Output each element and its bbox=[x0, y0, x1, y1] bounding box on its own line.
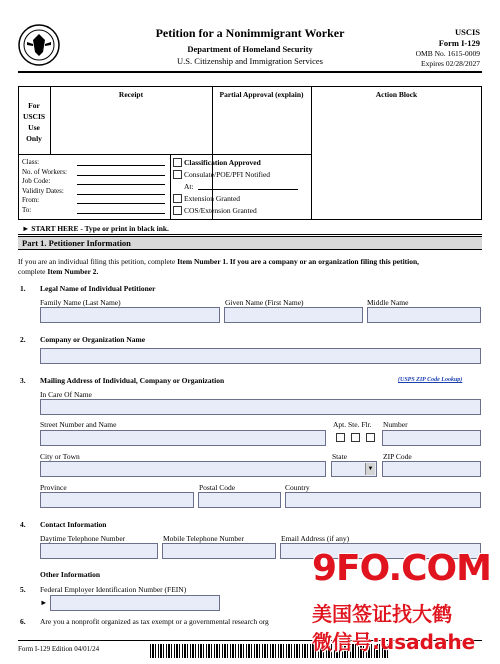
middle-name-field[interactable] bbox=[367, 307, 481, 323]
classification-approved-label: Classification Approved bbox=[184, 158, 261, 167]
street-field[interactable] bbox=[40, 430, 326, 446]
apt-ste-flr-label: Apt. Ste. Flr. bbox=[333, 420, 372, 429]
street-label: Street Number and Name bbox=[40, 420, 117, 429]
state-label: State bbox=[332, 452, 347, 461]
fein-label: Federal Employer Identification Number (FEIN) bbox=[40, 585, 187, 594]
mobile-phone-label: Mobile Telephone Number bbox=[163, 534, 244, 543]
daytime-phone-label: Daytime Telephone Number bbox=[40, 534, 126, 543]
postal-code-field[interactable] bbox=[198, 492, 281, 508]
daytime-phone-field[interactable] bbox=[40, 543, 158, 559]
province-field[interactable] bbox=[40, 492, 194, 508]
cos-extension-checkbox[interactable] bbox=[173, 206, 182, 215]
zip-field[interactable] bbox=[382, 461, 481, 477]
form-number: Form I-129 bbox=[438, 38, 480, 48]
department: Department of Homeland Security bbox=[187, 44, 313, 54]
item4-number: 4. bbox=[20, 520, 26, 529]
company-name-field[interactable] bbox=[40, 348, 481, 364]
uscis-fields: Class: No. of Workers: Job Code: Validity Dates: From: To: bbox=[22, 158, 67, 214]
given-name-field[interactable] bbox=[224, 307, 363, 323]
agency: U.S. Citizenship and Immigration Services bbox=[177, 56, 323, 66]
mobile-phone-field[interactable] bbox=[162, 543, 276, 559]
middle-name-label: Middle Name bbox=[367, 298, 409, 307]
footer-edition: Form I-129 Edition 04/01/24 bbox=[18, 645, 100, 653]
part1-intro: If you are an individual filing this petition, complete Item Number 1. If you are a company or an organization filing this petition, complete Item Number 2. bbox=[18, 257, 420, 276]
expires-date: Expires 02/28/2027 bbox=[421, 59, 480, 68]
item3-number: 3. bbox=[20, 376, 26, 385]
family-name-field[interactable] bbox=[40, 307, 220, 323]
extension-granted-checkbox[interactable] bbox=[173, 194, 182, 203]
city-label: City or Town bbox=[40, 452, 80, 461]
email-label: Email Address (if any) bbox=[281, 534, 350, 543]
for-uscis-use-only: For USCIS Use Only bbox=[22, 101, 46, 143]
city-field[interactable] bbox=[40, 461, 326, 477]
watermark-text-2: 微信号:usadahe bbox=[312, 630, 476, 654]
watermark-text-1: 美国签证找大鹤 bbox=[312, 602, 452, 626]
care-of-field[interactable] bbox=[40, 399, 481, 415]
item6-question: Are you a nonprofit organized as tax exempt or a governmental research org bbox=[40, 617, 269, 626]
part1-heading: Part 1. Petitioner Information bbox=[22, 238, 131, 248]
flr-checkbox[interactable] bbox=[366, 433, 375, 442]
extension-granted-label: Extension Granted bbox=[184, 194, 241, 203]
usps-zip-lookup-link[interactable]: (USPS ZIP Code Lookup) bbox=[398, 377, 463, 383]
postal-code-label: Postal Code bbox=[199, 483, 236, 492]
province-label: Province bbox=[40, 483, 67, 492]
cos-extension-label: COS/Extension Granted bbox=[184, 206, 257, 215]
consulate-notified-checkbox[interactable] bbox=[173, 170, 182, 179]
item3-title: Mailing Address of Individual, Company or Organization bbox=[40, 376, 225, 385]
fein-arrow: ► bbox=[40, 598, 48, 607]
item4-title: Contact Information bbox=[40, 520, 107, 529]
number-label: Number bbox=[383, 420, 408, 429]
form-title: Petition for a Nonimmigrant Worker bbox=[155, 26, 345, 40]
apt-checkbox[interactable] bbox=[336, 433, 345, 442]
country-label: Country bbox=[285, 483, 310, 492]
given-name-label: Given Name (First Name) bbox=[225, 298, 304, 307]
watermark-logo: 9FO.COM bbox=[312, 548, 491, 589]
item1-title: Legal Name of Individual Petitioner bbox=[40, 284, 156, 293]
zip-label: ZIP Code bbox=[383, 452, 412, 461]
uscis-use-only-box bbox=[18, 86, 482, 220]
start-here: ► START HERE - Type or print in black ink. bbox=[22, 224, 169, 233]
state-select[interactable] bbox=[331, 461, 377, 477]
fein-field[interactable] bbox=[50, 595, 220, 611]
receipt-label: Receipt bbox=[118, 90, 144, 99]
apt-number-field[interactable] bbox=[382, 430, 481, 446]
item2-title: Company or Organization Name bbox=[40, 335, 146, 344]
item6-number: 6. bbox=[20, 617, 26, 626]
at-label: At: bbox=[184, 182, 194, 191]
item5-number: 5. bbox=[20, 585, 26, 594]
item1-number: 1. bbox=[20, 284, 26, 293]
action-block-label: Action Block bbox=[375, 90, 418, 99]
uscis-label: USCIS bbox=[454, 27, 480, 37]
care-of-label: In Care Of Name bbox=[40, 390, 92, 399]
item2-number: 2. bbox=[20, 335, 26, 344]
classification-approved-checkbox[interactable] bbox=[173, 158, 182, 167]
chevron-down-icon[interactable]: ▼ bbox=[365, 463, 375, 475]
omb-number: OMB No. 1615-0009 bbox=[415, 49, 480, 58]
family-name-label: Family Name (Last Name) bbox=[40, 298, 121, 307]
partial-approval-label: Partial Approval (explain) bbox=[219, 90, 304, 99]
country-field[interactable] bbox=[285, 492, 481, 508]
other-information-heading: Other Information bbox=[40, 570, 101, 579]
ste-checkbox[interactable] bbox=[351, 433, 360, 442]
consulate-notified-label: Consulate/POE/PFI Notified bbox=[184, 170, 271, 179]
